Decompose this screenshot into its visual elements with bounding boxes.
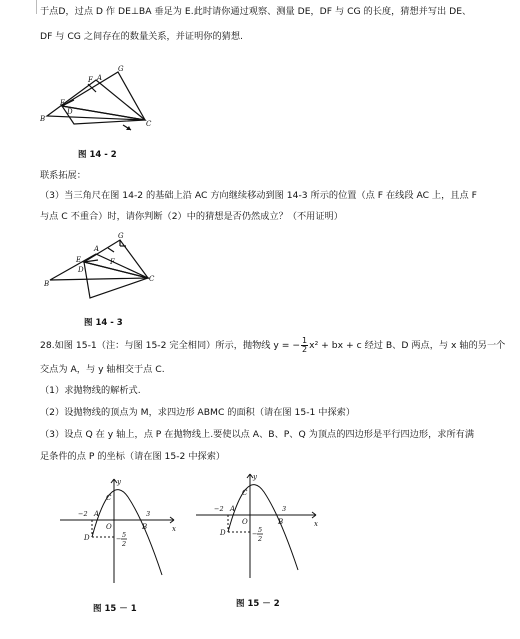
fraction-denominator: 2	[302, 345, 308, 354]
figure-15-2-caption: 图 15 － 2	[236, 599, 280, 609]
problem28-line-1-start: 28.如图 15-1（注：与图 15-2 完全相同）所示，抛物线 y = −	[40, 340, 301, 351]
problem28-line-1	[40, 336, 505, 356]
problem28-question-1: （1）求抛物线的解析式.	[40, 385, 141, 396]
fig15-2-parabola	[228, 485, 298, 570]
fig14-2-label-a: A	[97, 74, 103, 82]
fig14-3-label-f: F	[110, 258, 115, 266]
fig14-2-label-b: B	[40, 115, 46, 123]
figure-15-1	[56, 475, 186, 585]
fig15-1-label-five: 5	[122, 531, 127, 539]
fig14-2-label-f: F	[88, 76, 93, 84]
figure-14-3-caption: 图 14 - 3	[84, 318, 123, 328]
fig15-1-label-a: A	[94, 510, 100, 518]
fig15-1-label-b: B	[142, 523, 148, 531]
fig15-2-label-minus2: −2	[214, 505, 224, 513]
fig14-3-label-d: D	[78, 266, 84, 274]
fig15-1-label-o: O	[106, 523, 112, 531]
fig14-3-label-g: G	[118, 232, 124, 240]
fig15-2-label-d: D	[220, 529, 226, 537]
fig15-2-label-three: 3	[282, 505, 287, 513]
fig14-3-label-e: E	[76, 256, 82, 264]
fig14-2-label-e: E	[60, 99, 66, 107]
fraction-numerator: 1	[302, 336, 308, 345]
figure-15-1-caption: 图 15 － 1	[93, 604, 137, 614]
fig15-1-label-two: 2	[122, 540, 127, 548]
fig15-2-label-x: x	[314, 520, 318, 528]
fig15-2-label-two: 2	[258, 535, 263, 543]
fig15-1-label-c: C	[106, 494, 112, 502]
figure-14-2-caption: 图 14 - 2	[78, 150, 117, 160]
fig15-1-parabola	[92, 490, 162, 575]
problem28-line-1-end: x² + bx + c 经过 B、D 两点，与 x 轴的另一个	[309, 340, 506, 351]
problem28-question-3-line-2: 足条件的点 P 的坐标（请在图 15-2 中探索）	[40, 451, 226, 462]
problem28-question-3-line-1: （3）设点 Q 在 y 轴上，点 P 在抛物线上.要使以点 A、B、P、Q 为顶点的四边形是平行四边形，求所有满	[40, 429, 475, 440]
figure-14-2	[40, 62, 180, 142]
fig15-2-label-y: y	[253, 473, 257, 481]
fig15-1-label-x: x	[172, 525, 176, 533]
figure-14-3	[44, 232, 164, 304]
margin-marker	[36, 0, 37, 14]
fig15-1-label-minus2: −2	[78, 510, 88, 518]
fraction-one-half	[301, 337, 308, 354]
fig14-3-label-c: C	[149, 275, 155, 283]
fig14-3-label-b: B	[44, 280, 50, 288]
fig14-2-label-d: D	[67, 108, 73, 116]
problem28-line-2: 交点为 A，与 y 轴相交于点 C.	[40, 364, 165, 375]
fig15-2-label-neg: −	[252, 530, 258, 538]
figure-15-2	[192, 470, 322, 580]
fig14-2-label-c: C	[146, 120, 152, 128]
fig14-2-triangle-inner	[62, 106, 145, 124]
fig15-1-label-three: 3	[146, 510, 151, 518]
fig15-2-label-a: A	[230, 505, 236, 513]
fig15-2-label-c: C	[242, 489, 248, 497]
fig14-3-triangle-inner	[84, 262, 148, 298]
fig15-1-label-neg: −	[116, 535, 122, 543]
fig15-1-label-y: y	[117, 478, 121, 486]
fig15-2-label-o: O	[242, 518, 248, 526]
fig14-3-label-a: A	[94, 245, 100, 253]
fig15-2-label-five: 5	[258, 526, 263, 534]
fig14-2-label-g: G	[118, 65, 124, 73]
problem27-text-line-2: DF 与 CG 之间存在的数量关系，并证明你的猜想.	[40, 31, 243, 42]
part3-line-2: 与点 C 不重合）时，请你判断（2）中的猜想是否仍然成立？（不用证明）	[40, 211, 343, 222]
fig15-2-label-b: B	[278, 518, 284, 526]
extension-title: 联系拓展：	[40, 170, 86, 181]
problem27-text-line-1: 于点D，过点 D 作 DE⊥BA 垂足为 E.此时请你通过观察、测量 DE，DF 与 CG 的长度，猜想并写出 DE、	[40, 6, 472, 17]
part3-line-1: （3）当三角尺在图 14-2 的基础上沿 AC 方向继续移动到图 14-3 所示的位置（点 F 在线段 AC 上，且点 F	[40, 190, 477, 201]
fig15-1-label-d: D	[84, 534, 90, 542]
problem28-question-2: （2）设抛物线的顶点为 M，求四边形 ABMC 的面积（请在图 15-1 中探索）	[40, 407, 356, 418]
